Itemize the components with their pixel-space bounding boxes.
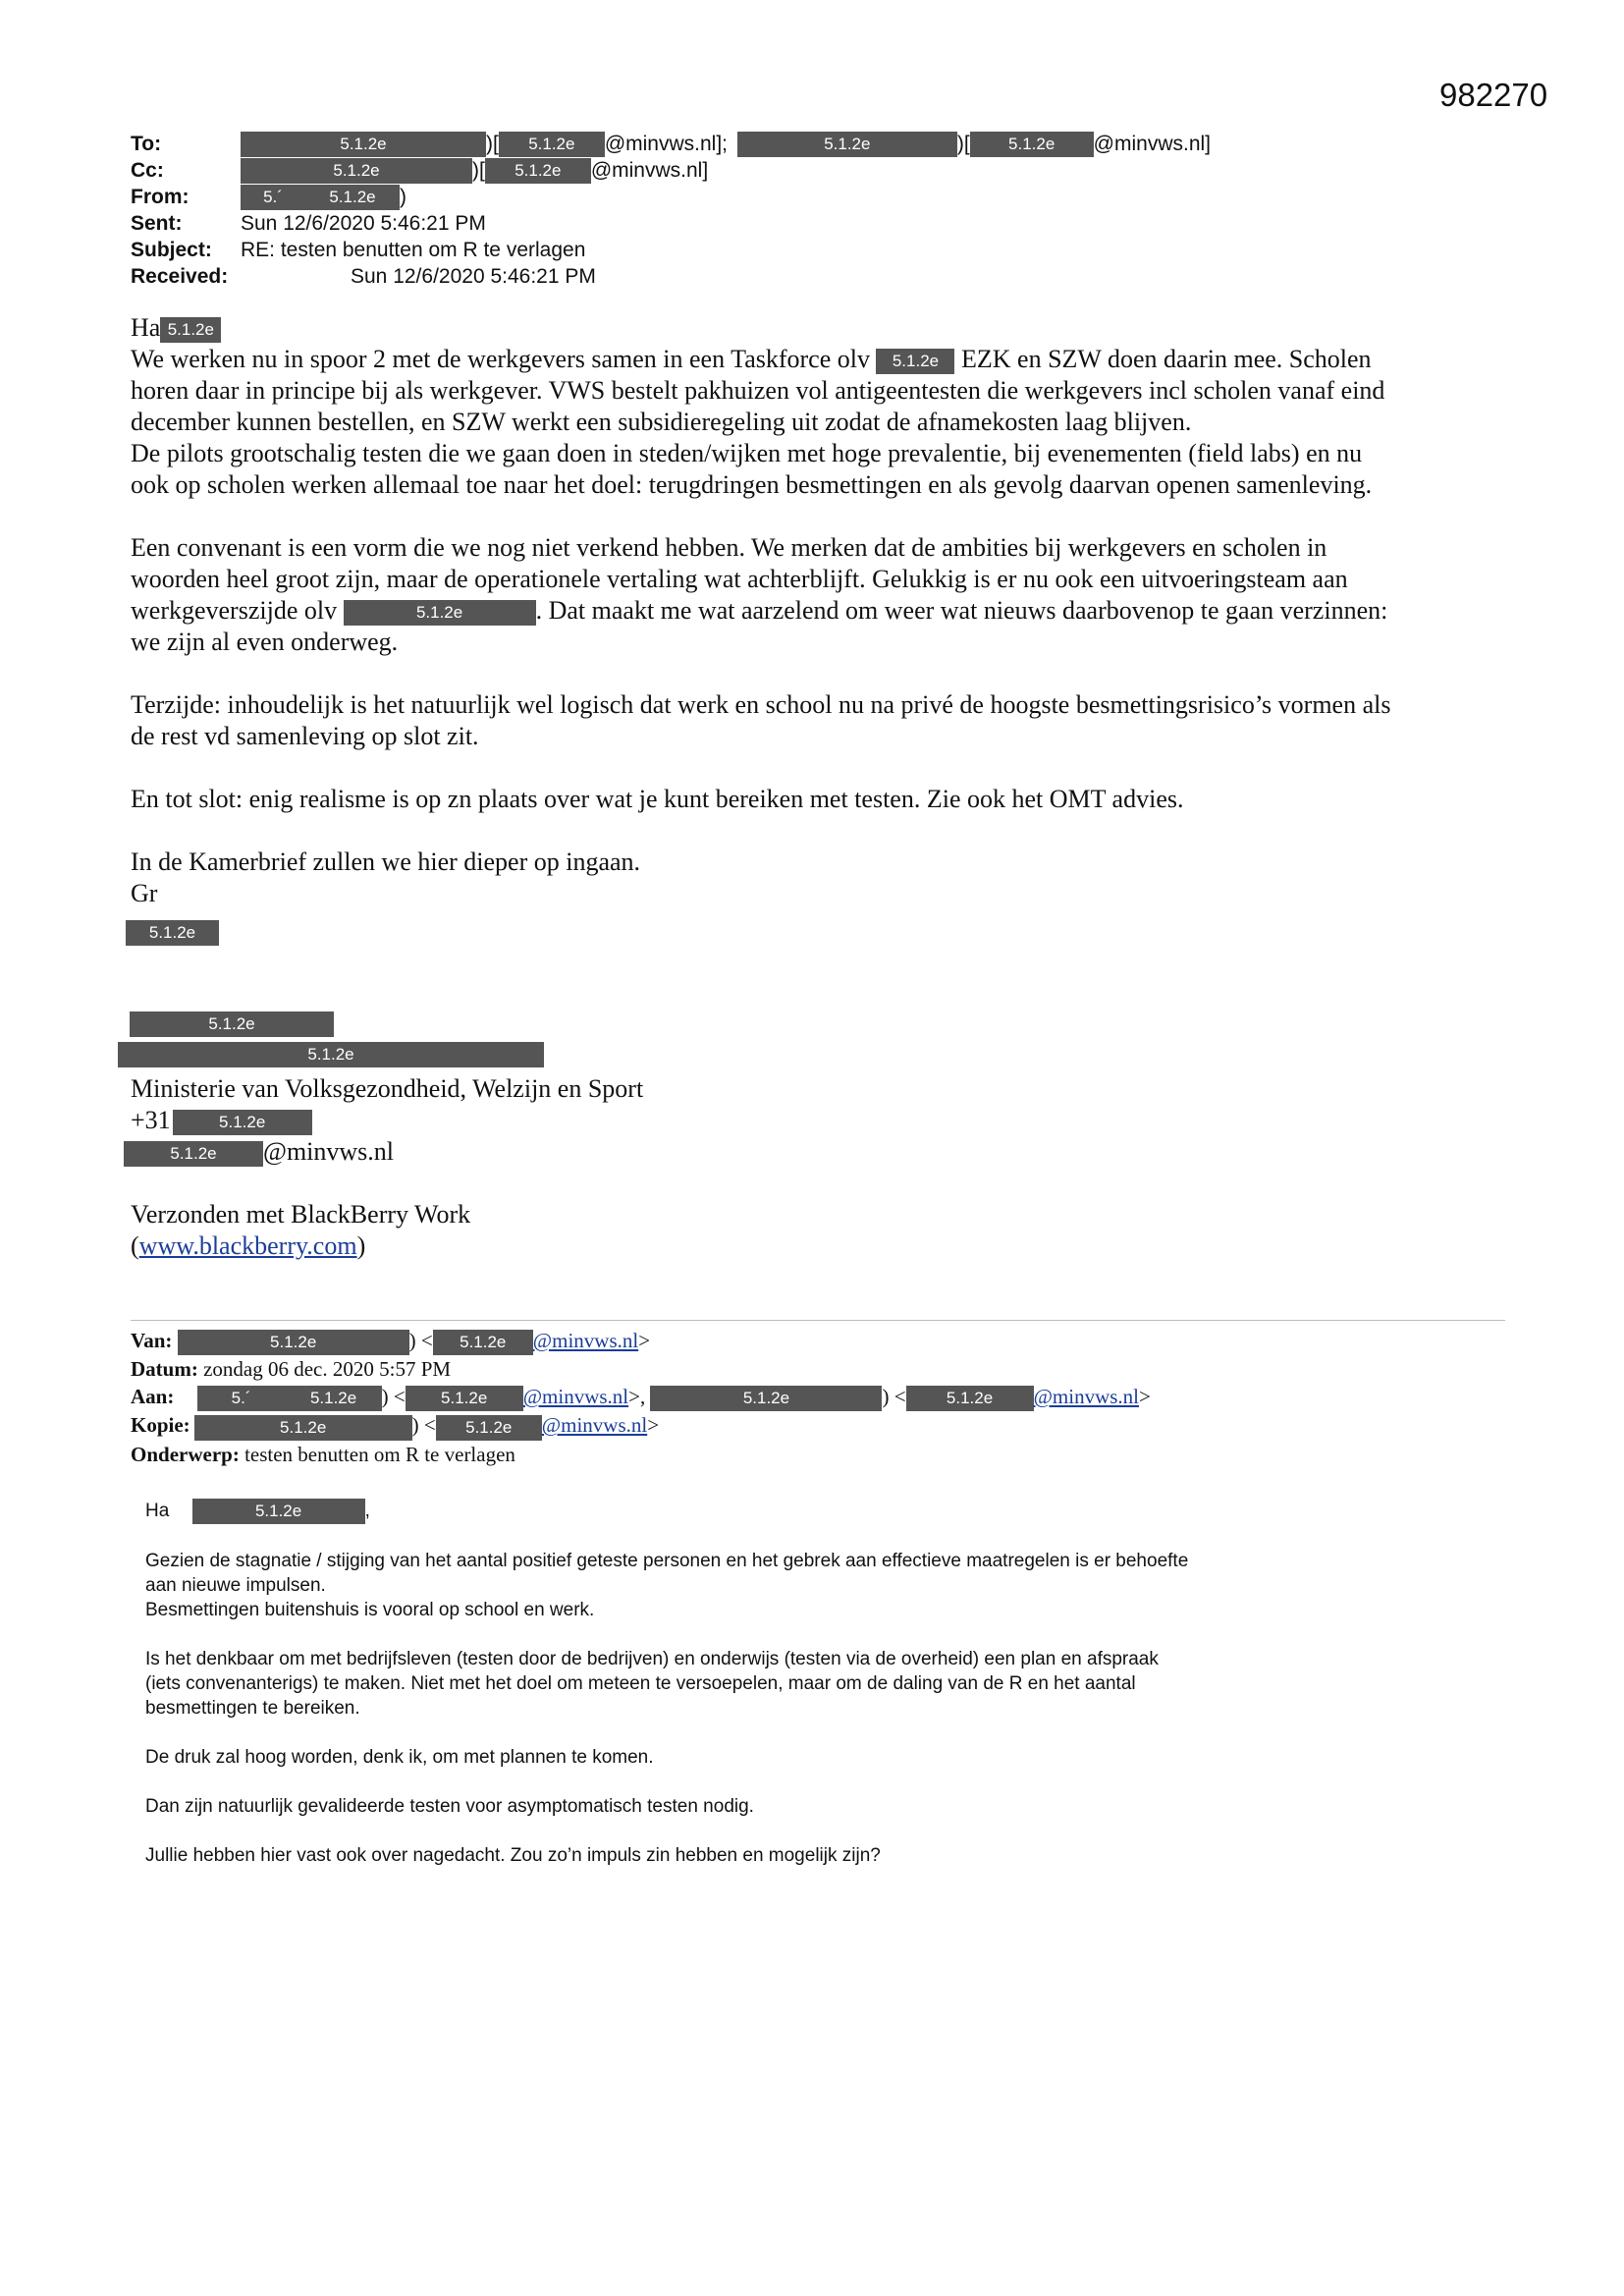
signature-email-domain: @minvws.nl (263, 1137, 395, 1166)
van-line: Van: 5.1.2e ) < 5.1.2e @minvws.nl> (131, 1327, 1151, 1355)
kopie-line: Kopie: 5.1.2e ) < 5.1.2e @minvws.nl> (131, 1411, 1151, 1440)
redaction-box: 5.1.2e (737, 132, 957, 157)
document-id: 982270 (1439, 77, 1548, 113)
redaction-box: 5.1.2e (192, 1499, 365, 1524)
redaction-box: 5.´ (197, 1386, 286, 1411)
sent-with-text: Verzonden met BlackBerry Work (131, 1200, 471, 1229)
redaction-box: 5.1.2e (118, 1042, 544, 1067)
redaction-box: 5.1.2e (344, 600, 536, 626)
aan-line: Aan: 5.´ 5.1.2e ) < 5.1.2e @minvws.nl>, 5.1.2e ) < 5.1.2e @minvws.nl> (131, 1383, 1151, 1411)
to-label: To: (131, 133, 162, 155)
redaction-box: 5.1.2e (499, 132, 605, 157)
header-block (131, 131, 1212, 290)
subject-value: RE: testen benutten om R te verlagen (241, 239, 586, 261)
datum-line: Datum: zondag 06 dec. 2020 5:57 PM (131, 1357, 452, 1382)
subject-line (131, 237, 586, 263)
redaction-box: 5.1.2e (433, 1330, 533, 1355)
redaction-box: 5.1.2e (126, 920, 219, 946)
email-domain: @minvws.nl]; (604, 133, 728, 155)
redaction-box: 5.1.2e (436, 1415, 542, 1441)
redaction-box: 5.1.2e (194, 1415, 412, 1441)
redaction-box: 5.1.2e (305, 185, 400, 210)
redaction-box: 5.´ (241, 185, 305, 210)
reply-body: Ha 5.1.2e We werken nu in spoor 2 met de werkgevers samen in een Taskforce olv 5.1.2e EZK en SZW doen daarin mee. Scholen horen daar in principe bij als werkgever. VWS bestelt pakhuizen vol antigeentesten die werkgevers incl scholen vanaf eind december kunnen bestellen, en SZW werkt een subsidieregeling uit zodat de afnamekosten laag blijven. De pilots grootschalig testen die we gaan doen in steden/wijken met hoge prevalentie, bij evenementen (field labs) en nu ook op scholen werken allemaal toe naar het doel: terugdringen besmettingen en als gevolg daarvan openen samenleving. Een convenant is een vorm die we nog niet verkend hebben. We merken dat de ambities bij werkgevers en scholen in woorden heel groot zijn, maar de operationele vertaling wat achterblijft. Gelukkig is er nu ook een uitvoeringsteam aan werkgeverszijde olv 5.1.2e . Dat maakt me wat aarzelend om weer wat nieuws daarbovenop te gaan verzinnen: we zijn al even onderweg. Terzijde: inhoudelijk is het natuurlijk wel logisch dat werk en school nu na privé de hoogste besmettingsrisico’s vormen als de rest vd samenleving op slot zit. En tot slot: enig realisme is op zn plaats over wat je kunt bereiken met testen. Zie ook het OMT advies. In de Kamerbrief zullen we hier dieper op ingaan. Gr (131, 312, 1505, 909)
redaction-box: 5.1.2e (650, 1386, 882, 1411)
email-link[interactable]: @minvws.nl (1033, 1385, 1139, 1409)
cc-line: Cc: 5.1.2e )[ 5.1.2e @minvws.nl] (131, 157, 228, 184)
sent-line (131, 210, 486, 237)
redaction-box: 5.1.2e (970, 132, 1094, 157)
original-greeting: Ha 5.1.2e , (145, 1499, 1500, 1524)
email-link[interactable]: @minvws.nl (522, 1385, 629, 1409)
redaction-box: 5.1.2e (178, 1330, 409, 1355)
cc-label: Cc: (131, 159, 164, 182)
received-label: Received: (131, 265, 229, 288)
signature-ministry: Ministerie van Volksgezondheid, Welzijn en Sport (131, 1074, 644, 1103)
redaction-box: 5.1.2e (485, 158, 591, 184)
onderwerp-line: Onderwerp: testen benutten om R te verlagen (131, 1442, 515, 1466)
redaction-box: 5.1.2e (286, 1386, 382, 1411)
signature: Ministerie van Volksgezondheid, Welzijn en Sport +31 5.1.2e 5.1.2e @minvws.nl Verzonden met BlackBerry Work (www.blackberry.com) (131, 1073, 1505, 1262)
redaction-box: 5.1.2e (906, 1386, 1034, 1411)
from-line: From: 5.´ 5.1.2e ) (131, 184, 228, 210)
redaction-box: 5.1.2e (241, 158, 472, 184)
to-line: To: 5.1.2e )[ 5.1.2e @minvws.nl]; 5.1.2e )[ 5.1.2e @minvws.nl] (131, 131, 228, 157)
redaction-box: 5.1.2e (130, 1011, 334, 1037)
redaction-box: 5.1.2e (173, 1110, 312, 1135)
from-label: From: (131, 186, 189, 208)
redaction-box: 5.1.2e (876, 349, 954, 374)
original-body: Ha 5.1.2e , Gezien de stagnatie / stijging van het aantal positief geteste personen en het gebrek aan effectieve maatregelen is er behoefte aan nieuwe impulsen. Besmettingen buitenshuis is vooral op school en werk. Is het denkbaar om met bedrijfsleven (testen door de bedrijven) en onderwijs (testen via de overheid) een plan en afspraak (iets convenanterigs) te maken. Niet met het doel om meteen te versoepelen, maar om de daling van de R en het aantal besmettingen te bereiken. De druk zal hoog worden, denk ik, om met plannen te komen. Dan zijn natuurlijk gevalideerde testen voor asymptomatisch testen nodig. Jullie hebben hier vast ook over nagedacht. Zou zo’n impuls zin hebben en mogelijk zijn? (145, 1499, 1500, 1868)
original-header (131, 1327, 1151, 1468)
reply-greeting: Ha 5.1.2e (131, 312, 1505, 344)
received-value: Sun 12/6/2020 5:46:21 PM (351, 265, 596, 288)
sent-value: Sun 12/6/2020 5:46:21 PM (241, 212, 486, 235)
email-domain: @minvws.nl] (1093, 133, 1212, 155)
blackberry-link[interactable]: www.blackberry.com (138, 1231, 357, 1260)
received-line (131, 263, 596, 290)
email-link[interactable]: @minvws.nl (541, 1413, 648, 1438)
message-divider (131, 1320, 1505, 1321)
redaction-box: 5.1.2e (406, 1386, 523, 1411)
signature-phone-prefix: +31 (131, 1106, 171, 1134)
redaction-box: 5.1.2e (241, 132, 486, 157)
redaction-box: 5.1.2e (160, 317, 221, 343)
redaction-box: 5.1.2e (124, 1141, 263, 1167)
subject-label: Subject: (131, 239, 212, 261)
sent-label: Sent: (131, 212, 183, 235)
email-link[interactable]: @minvws.nl (532, 1329, 639, 1352)
email-domain: @minvws.nl] (590, 159, 709, 182)
